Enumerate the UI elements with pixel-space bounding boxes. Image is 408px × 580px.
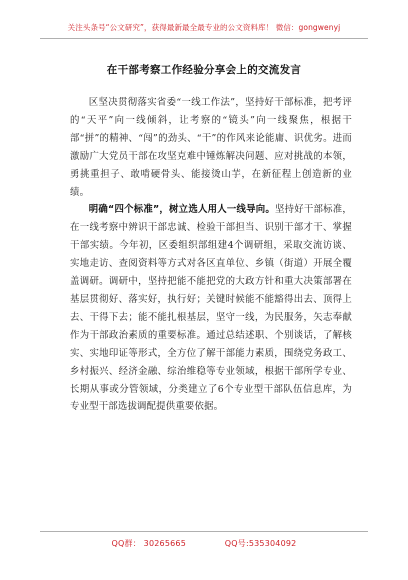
- header-note: 关注头条号“公文研究”，获得最新最全最专业的公文资料库！ 微信：gongwenyj: [67, 23, 341, 32]
- document-title: 在干部考察工作经验分享会上的交流发言: [106, 64, 302, 76]
- footer-qq-number: QQ号:535304092: [224, 539, 297, 548]
- paragraph-2-lead: 明确“四个标准”，树立选人用人一线导向。: [88, 204, 275, 216]
- paragraph-2: [70, 201, 352, 416]
- document-body: [70, 94, 352, 416]
- header-divider: [40, 38, 368, 39]
- footer-divider: [40, 531, 368, 532]
- footer-contacts: [0, 538, 408, 549]
- paragraph-1: 区坚决贯彻落实省委“一线工作法”，坚持好干部标准，把考评的“天平”向一线倾斜，让考察的“镜头”向一线聚焦，根据干部“拼”的精神、“闯”的劲头、“干”的作风来论能庸、识优劣。进而激励广大党员干部在攻坚克难中锤炼解决问题、应对挑战的本领，勇挑重担子、敢啃硬骨头、能接烫山芋，在新征程上创造新的业绩。: [70, 97, 352, 198]
- footer-qq-group: QQ群： 30265665: [111, 539, 186, 548]
- paragraph-2-body: 坚持好干部标准，在一线考察中辨识干部忠诚、检验干部担当、识别干部才干、掌握干部实绩。今年初，区委组织部组建4个调研组，采取交流访谈、实地走访、查阅资料等方式对各区直单位、乡镇（街道）开展全覆盖调研。调研中，坚持把能不能把党的大政方针和重大决策部署在基层贯彻好、落实好，执行好；关键时候能不能豁得出去、顶得上去、干得下去；能不能扎根基层，坚守一线，为民服务，矢志奉献作为干部政治素质的重要标准。通过总结述职、个别谈话，了解核实、实地印证等形式，全方位了解干部能力素质，围绕党务政工、乡村振兴、经济金融、综治维稳等专业领域，根据干部所学专业、长期从事或分管领域，分类建立了6个专业型干部队伍信息库，为专业型干部选拔调配提供重要依据。: [70, 204, 352, 413]
